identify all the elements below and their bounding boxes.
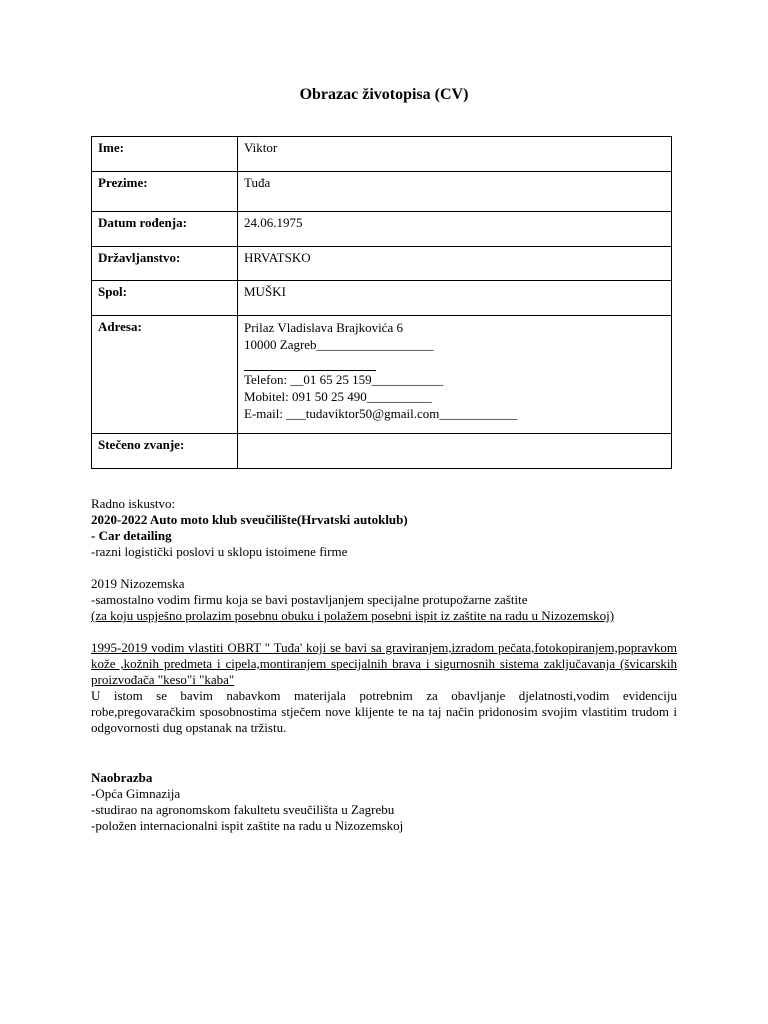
table-row: [92, 281, 672, 316]
spacer: [91, 736, 677, 770]
education-item: -studirao na agronomskom fakultetu sveučilišta u Zagrebu: [91, 802, 395, 817]
spol-label: Spol:: [92, 281, 238, 316]
prezime-value: Tuđa: [238, 172, 672, 212]
job1-role: - Car detailing: [91, 528, 172, 543]
education-heading: Naobrazba: [91, 770, 153, 785]
table-row: [92, 172, 672, 212]
telefon-line: Telefon: __01 65 25 159___________: [244, 372, 444, 387]
table-row: [92, 316, 672, 434]
job2-title: 2019 Nizozemska: [91, 576, 185, 591]
table-row: [92, 212, 672, 247]
cv-body: [91, 496, 677, 834]
spacer: [91, 624, 677, 640]
zvanje-label: Stečeno zvanje:: [92, 434, 238, 469]
mobitel-line: Mobitel: 091 50 25 490__________: [244, 389, 432, 404]
job3-extra: U istom se bavim nabavkom materijala potrebnim za obavljanje djelatnosti,vodim evidenciju robe,pregovaračkim sposobnostima stječem nove klijente te na taj način pridonosim svojim vlastitim trudom i odgovornosti dug opstanak na tržistu.: [91, 688, 677, 735]
ime-value: Viktor: [238, 137, 672, 172]
adresa-line-2: 10000 Zagreb__________________: [244, 337, 434, 352]
table-row: [92, 137, 672, 172]
document-title: Obrazac životopisa (CV): [299, 86, 469, 103]
blank-line: [244, 353, 376, 371]
spol-value: MUŠKI: [238, 281, 672, 316]
experience-heading: Radno iskustvo:: [91, 496, 176, 511]
prezime-label: Prezime:: [92, 172, 238, 212]
education-item: -položen internacionalni ispit zaštite na radu u Nizozemskoj: [91, 818, 404, 833]
personal-info-table: [91, 136, 672, 469]
spacer: [91, 560, 677, 576]
ime-label: Ime:: [92, 137, 238, 172]
datum-value: 24.06.1975: [238, 212, 672, 247]
job2-note: (za koju uspješno prolazim posebnu obuku i polažem posebni ispit iz zaštite na radu u Nizozemskoj): [91, 608, 615, 623]
adresa-cell: [238, 316, 672, 434]
email-line: E-mail: ___tudaviktor50@gmail.com____________: [244, 406, 518, 421]
adresa-line-1: Prilaz Vladislava Brajkovića 6: [244, 320, 403, 335]
zvanje-value: [238, 434, 672, 469]
job1-title: 2020-2022 Auto moto klub sveučilište(Hrvatski autoklub): [91, 512, 408, 527]
job1-desc: -razni logistički poslovi u sklopu istoimene firme: [91, 544, 348, 559]
education-item: -Opća Gimnazija: [91, 786, 181, 801]
job2-desc: -samostalno vodim firmu koja se bavi postavljanjem specijalne protupožarne zaštite: [91, 592, 528, 607]
adresa-label: Adresa:: [92, 316, 238, 434]
datum-label: Datum rođenja:: [92, 212, 238, 247]
drzavljanstvo-value: HRVATSKO: [238, 247, 672, 281]
table-row: [92, 434, 672, 469]
drzavljanstvo-label: Državljanstvo:: [92, 247, 238, 281]
table-row: [92, 247, 672, 281]
job3-desc: 1995-2019 vodim vlastiti OBRT " Tuđa' koji se bavi sa graviranjem,izradom pečata,fotokopiranjem,popravkom kože ,kožnih predmeta i cipela,montiranjem specijalnih brava i sigurnosnih sistema zaključavanja (švicarskih proizvođača "keso"i "kaba": [91, 640, 677, 687]
